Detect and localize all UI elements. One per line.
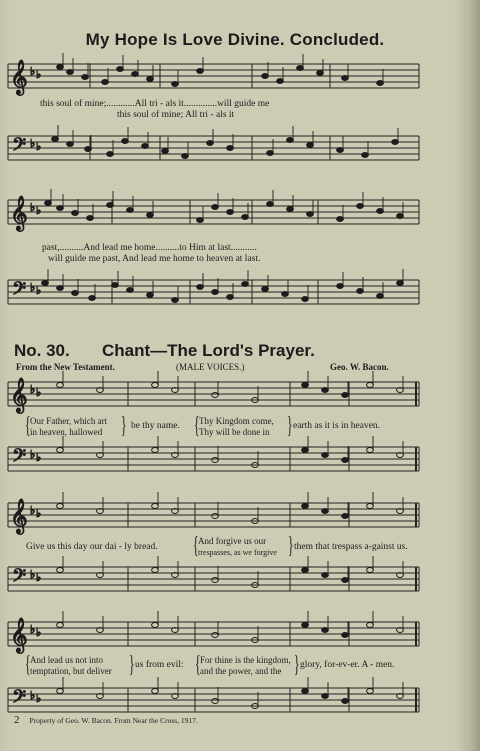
treble-clef-icon: 𝄞 xyxy=(10,378,28,413)
treble-clef-icon: 𝄞 xyxy=(10,499,28,534)
note-head xyxy=(112,283,119,288)
note-head xyxy=(85,147,92,152)
note-head xyxy=(152,448,159,453)
note-head xyxy=(337,148,344,153)
brace-3b: } xyxy=(128,652,135,678)
note-head xyxy=(262,287,269,292)
note-head xyxy=(152,568,159,573)
note-head xyxy=(367,568,374,573)
note-head xyxy=(182,154,189,159)
note-head xyxy=(267,202,274,207)
song-number: No. 30. xyxy=(14,341,70,360)
note-head xyxy=(207,141,214,146)
note-head xyxy=(117,67,124,72)
note-head xyxy=(57,383,64,388)
chant1-phrase-b: be thy name. xyxy=(131,421,180,431)
note-head xyxy=(367,689,374,694)
brace-3a: { xyxy=(24,652,31,678)
note-head xyxy=(377,209,384,214)
flat-icon: ♭ xyxy=(30,383,36,396)
note-head xyxy=(302,504,309,509)
chant3-c2: and the power, and the xyxy=(200,666,282,676)
chant2-b1: And forgive us our xyxy=(198,536,267,546)
note-head xyxy=(322,509,329,514)
chant3-a1: And lead us not into xyxy=(30,655,103,665)
note-head xyxy=(302,383,309,388)
note-head xyxy=(277,79,284,84)
note-head xyxy=(342,393,349,398)
chant1-phrase-c xyxy=(199,416,274,438)
flat-icon: ♭ xyxy=(30,448,36,461)
staff-5 xyxy=(8,382,419,406)
system2-lower-lyric: will guide me past, And lead me home to heaven at last. xyxy=(48,254,261,264)
chant3-phrase-c xyxy=(200,655,291,677)
chant3-c1: For thine is the kingdom, xyxy=(200,655,291,665)
brace-1b: } xyxy=(120,413,127,439)
note-head xyxy=(57,206,64,211)
note-head xyxy=(172,82,179,87)
note-head xyxy=(152,689,159,694)
note-head xyxy=(302,623,309,628)
note-head xyxy=(267,151,274,156)
song-heading xyxy=(14,341,434,361)
note-head xyxy=(307,143,314,148)
note-head xyxy=(342,76,349,81)
note-head xyxy=(57,623,64,628)
note-head xyxy=(322,694,329,699)
note-head xyxy=(322,388,329,393)
note-head xyxy=(72,291,79,296)
brace-2b: } xyxy=(287,533,294,559)
note-head xyxy=(102,80,109,85)
chant3-phrase-d: glory, for-ev-er. A - men. xyxy=(300,660,395,670)
staff-9 xyxy=(8,622,419,646)
note-head xyxy=(172,298,179,303)
staff-10 xyxy=(8,688,419,712)
note-head xyxy=(197,285,204,290)
chant3-phrase-a xyxy=(30,655,112,677)
note-head xyxy=(57,448,64,453)
note-head xyxy=(342,458,349,463)
note-head xyxy=(287,207,294,212)
note-head xyxy=(397,214,404,219)
brace-1d: } xyxy=(286,413,293,439)
brace-1a: { xyxy=(24,413,31,439)
staff-6 xyxy=(8,447,419,471)
note-head xyxy=(107,152,114,157)
system1-upper-lyric: this soul of mine;............All tri - als it..............will guide me xyxy=(40,99,270,109)
flat-icon: ♭ xyxy=(36,204,42,217)
flat-icon: ♭ xyxy=(30,137,36,150)
note-head xyxy=(212,514,219,519)
flat-icon: ♭ xyxy=(36,68,42,81)
bass-clef-icon: 𝄢 xyxy=(12,446,27,471)
note-head xyxy=(152,623,159,628)
note-head xyxy=(322,573,329,578)
staff-1 xyxy=(8,64,419,88)
note-head xyxy=(212,633,219,638)
note-head xyxy=(107,203,114,208)
chant1-a1: Our Father, which art xyxy=(30,416,108,426)
note-head xyxy=(302,689,309,694)
flat-icon: ♭ xyxy=(30,201,36,214)
note-head xyxy=(227,210,234,215)
page-footer xyxy=(14,714,198,726)
chant1-phrase-d: earth as it is in heaven. xyxy=(293,421,381,431)
note-head xyxy=(227,146,234,151)
chant2-phrase-b xyxy=(198,536,277,558)
note-head xyxy=(152,383,159,388)
note-head xyxy=(362,153,369,158)
note-head xyxy=(367,448,374,453)
note-head xyxy=(197,69,204,74)
note-head xyxy=(89,296,96,301)
note-head xyxy=(147,293,154,298)
note-head xyxy=(212,290,219,295)
note-head xyxy=(72,211,79,216)
note-head xyxy=(212,699,219,704)
brace-3c: { xyxy=(194,652,201,678)
note-head xyxy=(57,504,64,509)
note-head xyxy=(212,205,219,210)
flat-icon: ♭ xyxy=(30,504,36,517)
note-head xyxy=(57,65,64,70)
note-head xyxy=(57,286,64,291)
brace-3d: } xyxy=(293,652,300,678)
chant1-a2: in heaven, hallowed xyxy=(30,427,103,437)
note-head xyxy=(322,453,329,458)
flat-icon: ♭ xyxy=(36,507,42,520)
note-head xyxy=(152,504,159,509)
staff-7 xyxy=(8,503,419,527)
treble-clef-icon: 𝄞 xyxy=(10,60,28,95)
brace-2a: { xyxy=(192,533,199,559)
page-number: 2 xyxy=(14,714,20,726)
chant1-c1: Thy Kingdom come, xyxy=(199,416,274,426)
chant1-c2: Thy will be done in xyxy=(199,427,270,437)
note-head xyxy=(287,138,294,143)
note-head xyxy=(122,139,129,144)
note-head xyxy=(367,623,374,628)
note-head xyxy=(162,149,169,154)
note-head xyxy=(297,66,304,71)
treble-clef-icon: 𝄞 xyxy=(10,618,28,653)
bass-clef-icon: 𝄢 xyxy=(12,135,27,160)
system1-lower-lyric: this soul of mine; All tri - als it xyxy=(117,110,235,120)
note-head xyxy=(357,289,364,294)
note-head xyxy=(142,144,149,149)
note-head xyxy=(342,514,349,519)
note-head xyxy=(87,216,94,221)
brace-1c: { xyxy=(193,413,200,439)
note-head xyxy=(302,297,309,302)
system2-upper-lyric: past,..........And lead me home..........to Him at last........... xyxy=(42,243,257,253)
note-head xyxy=(317,71,324,76)
treble-clef-icon: 𝄞 xyxy=(10,196,28,231)
note-head xyxy=(397,281,404,286)
note-head xyxy=(262,74,269,79)
note-head xyxy=(342,633,349,638)
note-head xyxy=(242,282,249,287)
chant2-phrase-c: them that trespass a-gainst us. xyxy=(294,542,408,552)
flat-icon: ♭ xyxy=(36,140,42,153)
note-head xyxy=(392,140,399,145)
note-head xyxy=(357,204,364,209)
note-head xyxy=(227,295,234,300)
note-head xyxy=(377,294,384,299)
note-head xyxy=(367,383,374,388)
note-head xyxy=(367,504,374,509)
note-head xyxy=(127,288,134,293)
note-head xyxy=(57,568,64,573)
flat-icon: ♭ xyxy=(36,284,42,297)
note-head xyxy=(132,72,139,77)
bass-clef-icon: 𝄢 xyxy=(12,279,27,304)
note-head xyxy=(302,448,309,453)
note-head xyxy=(337,217,344,222)
flat-icon: ♭ xyxy=(36,386,42,399)
note-head xyxy=(82,75,89,80)
note-head xyxy=(57,689,64,694)
chant3-a2: temptation, but deliver xyxy=(30,666,112,676)
note-head xyxy=(242,215,249,220)
bass-clef-icon: 𝄢 xyxy=(12,566,27,591)
note-head xyxy=(67,70,74,75)
note-head xyxy=(307,212,314,217)
note-head xyxy=(337,284,344,289)
note-head xyxy=(212,458,219,463)
chant3-phrase-b: us from evil: xyxy=(135,660,184,670)
song-source: From the New Testament. xyxy=(16,362,115,372)
note-head xyxy=(212,578,219,583)
song-name: Chant—The Lord's Prayer. xyxy=(102,341,315,360)
flat-icon: ♭ xyxy=(36,571,42,584)
note-head xyxy=(42,281,49,286)
page-title: My Hope Is Love Divine. Concluded. xyxy=(85,30,385,49)
chant2-phrase-a: Give us this day our dai - ly bread. xyxy=(26,542,158,552)
bass-clef-icon: 𝄢 xyxy=(12,687,27,712)
flat-icon: ♭ xyxy=(30,65,36,78)
note-head xyxy=(52,137,59,142)
chant2-b2: trespasses, as we forgive xyxy=(198,548,277,557)
staff-2 xyxy=(8,136,419,160)
song-voices: (MALE VOICES.) xyxy=(176,362,245,372)
note-head xyxy=(212,393,219,398)
song-composer: Geo. W. Bacon. xyxy=(330,362,389,372)
flat-icon: ♭ xyxy=(36,692,42,705)
note-head xyxy=(147,213,154,218)
flat-icon: ♭ xyxy=(30,623,36,636)
staff-8 xyxy=(8,567,419,591)
note-head xyxy=(67,142,74,147)
flat-icon: ♭ xyxy=(30,689,36,702)
note-head xyxy=(282,292,289,297)
flat-icon: ♭ xyxy=(30,568,36,581)
copyright-line: Property of Geo. W. Bacon. From Near the Cross, 1917. xyxy=(29,716,198,725)
note-head xyxy=(147,77,154,82)
flat-icon: ♭ xyxy=(36,626,42,639)
chant1-phrase-a xyxy=(30,416,107,438)
note-head xyxy=(342,578,349,583)
note-head xyxy=(45,201,52,206)
note-head xyxy=(322,628,329,633)
flat-icon: ♭ xyxy=(36,451,42,464)
flat-icon: ♭ xyxy=(30,281,36,294)
note-head xyxy=(342,699,349,704)
note-head xyxy=(127,208,134,213)
note-head xyxy=(377,81,384,86)
note-head xyxy=(302,568,309,573)
note-head xyxy=(197,218,204,223)
